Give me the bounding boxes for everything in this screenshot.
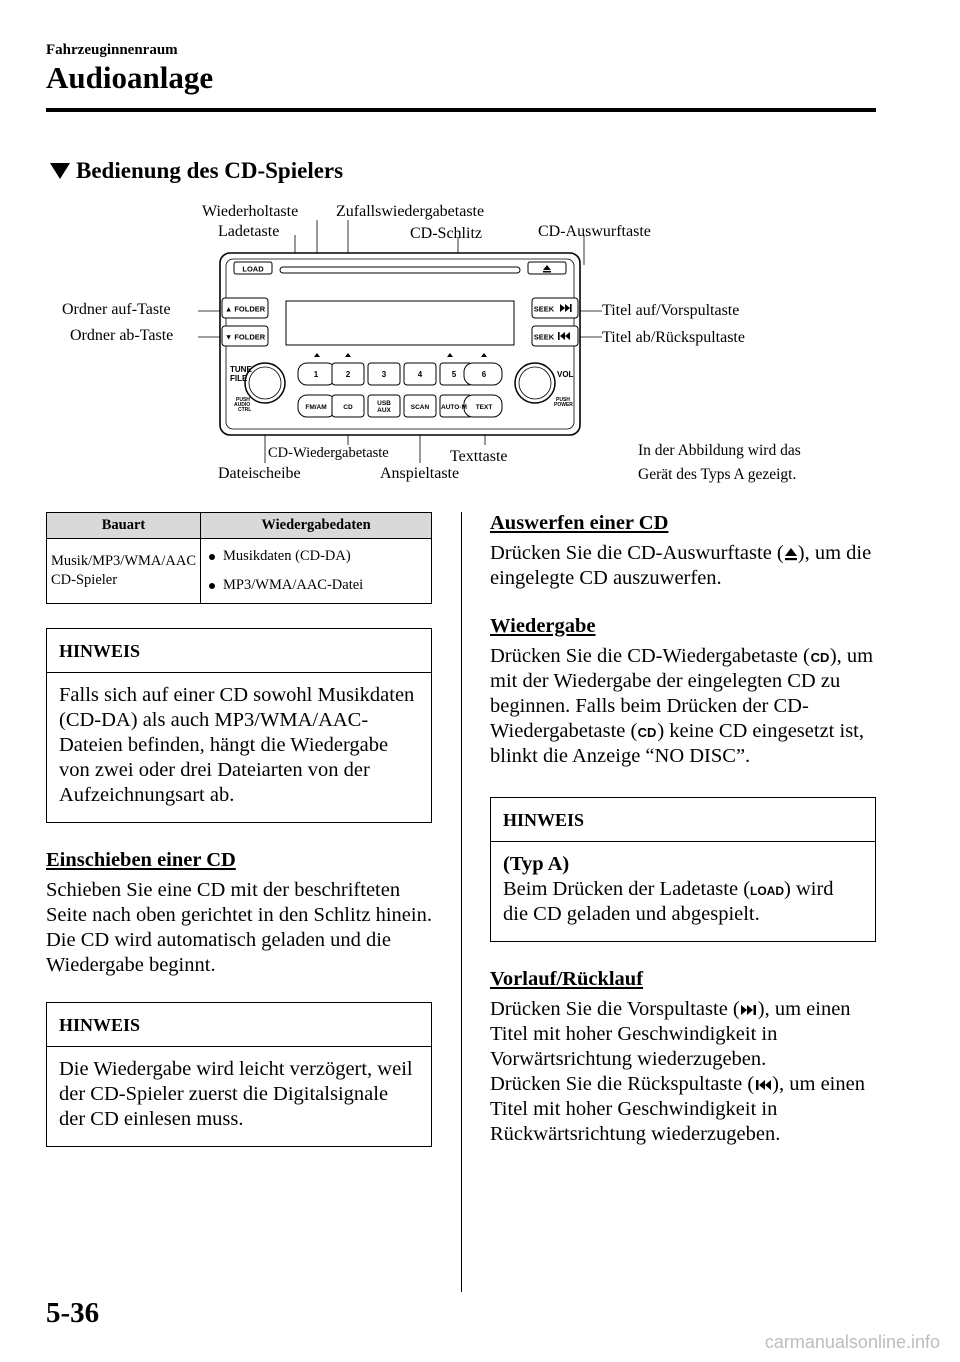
svg-text:3: 3: [381, 370, 387, 379]
note-body: Falls sich auf einer CD sowohl Musikdaten (CD-DA) als auch MP3/WMA/AAC-Dateien befinden, hängt die Wiedergabe von zwei oder drei Dateiarten von der Aufzeichnungsart ab.: [59, 684, 415, 806]
note-body: [491, 842, 875, 941]
figure-caption-line2: Gerät des Typs A gezeigt.: [638, 466, 797, 483]
note-body: Die Wiedergabe wird leicht verzögert, weil der CD-Spieler zuerst die Digitalsignale der CD einlesen muss.: [59, 1058, 413, 1130]
svg-text:FM/AM: FM/AM: [305, 404, 327, 411]
callout-text: Texttaste: [450, 448, 508, 465]
paragraph-einschieben: Schieben Sie eine CD mit der beschrifteten Seite nach oben gerichtet in den Schlitz hinein. Die CD wird automatisch geladen und die Wiedergabe beginnt.: [46, 879, 432, 976]
text-run: ) wird die CD geladen und abgespielt.: [503, 878, 834, 925]
list-item-text: Musikdaten (CD-DA): [223, 548, 351, 564]
callout-cd-auswurf: CD-Auswurftaste: [538, 223, 651, 240]
load-button-icon: [750, 883, 784, 897]
section-title-text: Bedienung des CD-Spielers: [76, 158, 344, 183]
table-header-bauart: Bauart: [47, 513, 201, 539]
svg-text:▲ FOLDER: ▲ FOLDER: [224, 304, 266, 314]
svg-text:4: 4: [417, 370, 423, 379]
list-item: [205, 547, 427, 566]
callout-wiederholtaste: Wiederholtaste: [202, 203, 299, 220]
paragraph-vorlauf: [490, 997, 876, 1147]
heading-einschieben: Einschieben einer CD: [46, 849, 236, 871]
page-number: 5-36: [46, 1297, 100, 1329]
figure-caption: [638, 439, 801, 487]
cd-button-icon: [637, 725, 657, 739]
table-cell-data: [201, 539, 432, 604]
cd-player-figure: [40, 195, 900, 495]
callout-ordner-ab: Ordner ab-Taste: [70, 327, 174, 344]
svg-text:PUSH: PUSH: [556, 397, 570, 403]
figure-caption-line1: In der Abbildung wird das: [638, 442, 801, 459]
svg-text:AUDIO: AUDIO: [234, 402, 251, 408]
callout-ladetaste: Ladetaste: [218, 223, 280, 240]
callout-zufall: Zufallswiedergabetaste: [336, 203, 485, 220]
callout-titel-ab: Titel ab/Rückspultaste: [602, 329, 745, 346]
column-divider: [461, 512, 462, 1292]
note-box-2: [46, 1002, 432, 1147]
table-header-wiedergabedaten: Wiedergabedaten: [201, 513, 432, 539]
paragraph-wiedergabe: [490, 644, 876, 769]
callout-titel-auf: Titel auf/Vorspultaste: [602, 302, 740, 319]
list-item-text: MP3/WMA/AAC-Datei: [223, 577, 364, 593]
paragraph-auswerfen: [490, 541, 876, 591]
heading-auswerfen: Auswerfen einer CD: [490, 512, 669, 534]
cd-button-icon: [810, 650, 830, 664]
rewind-icon: [754, 1078, 772, 1092]
callout-dateischeibe: Dateischeibe: [218, 465, 301, 482]
text-run: ) keine CD eingesetzt ist, blinkt die Anzeige “NO DISC”.: [490, 720, 864, 767]
svg-text:SEEK: SEEK: [533, 332, 555, 342]
chapter-label: Fahrzeuginnenraum: [46, 42, 178, 58]
text-run: Drücken Sie die CD-Wiedergabetaste (: [490, 645, 810, 667]
svg-text:6: 6: [481, 370, 487, 379]
note-box-3: [490, 797, 876, 942]
svg-text:CTRL: CTRL: [238, 407, 252, 413]
list-item: [205, 576, 427, 595]
triangle-bullet-icon: [50, 163, 70, 179]
text-run: Drücken Sie die Rückspultaste (: [490, 1073, 755, 1095]
callout-anspiel: Anspieltaste: [380, 465, 460, 482]
text-run: ), um die eingelegte CD auszuwerfen.: [490, 542, 872, 589]
table-header-row: [47, 513, 432, 539]
text-run: ), um mit der Wiedergabe der eingelegten CD zu beginnen. Falls beim Drücken der CD-Wiedergabetaste (: [490, 645, 874, 742]
fast-forward-icon: [740, 1003, 758, 1017]
callout-ordner-auf: Ordner auf-Taste: [62, 301, 171, 318]
callout-cd-schlitz: CD-Schlitz: [410, 225, 482, 242]
playback-data-table: [46, 512, 432, 604]
svg-text:LOAD: LOAD: [750, 884, 785, 897]
table-row: [47, 539, 432, 604]
text-run: ), um einen Titel mit hoher Geschwindigkeit in Vorwärtsrichtung wiederzugeben.: [490, 998, 851, 1070]
svg-text:CD: CD: [637, 725, 657, 739]
svg-text:2: 2: [345, 370, 351, 379]
eject-icon: [784, 547, 798, 561]
svg-text:▼ FOLDER: ▼ FOLDER: [224, 332, 266, 342]
svg-text:CD: CD: [343, 404, 353, 411]
table-cell-bauart: Musik/MP3/WMA/AAC CD-Spieler: [47, 539, 201, 604]
text-run: Drücken Sie die CD-Auswurftaste (: [490, 542, 784, 564]
bullet-icon: [209, 583, 215, 589]
note-title: HINWEIS: [47, 1003, 431, 1047]
svg-text:SEEK: SEEK: [533, 304, 555, 314]
svg-text:USB: USB: [377, 400, 391, 407]
svg-text:TUNE: TUNE: [230, 365, 252, 374]
svg-text:VOL: VOL: [557, 370, 574, 379]
heading-wiedergabe: Wiedergabe: [490, 615, 596, 637]
svg-text:AUX: AUX: [377, 407, 391, 414]
svg-text:SCAN: SCAN: [410, 404, 430, 411]
svg-text:FILE: FILE: [230, 374, 248, 383]
bullet-icon: [209, 554, 215, 560]
svg-text:AUTO·M: AUTO·M: [441, 404, 467, 411]
svg-text:1: 1: [313, 370, 319, 379]
text-run: Beim Drücken der Ladetaste (: [503, 878, 751, 900]
note-title: HINWEIS: [47, 629, 431, 673]
svg-text:5: 5: [451, 370, 457, 379]
unit-load-label: LOAD: [242, 264, 264, 274]
right-column: [490, 512, 876, 1147]
section-title: [50, 158, 343, 184]
page-title: Audioanlage: [46, 60, 214, 95]
header-rule: [46, 108, 876, 112]
svg-text:PUSH: PUSH: [236, 397, 250, 403]
text-run: Drücken Sie die Vorspultaste (: [490, 998, 740, 1020]
left-column: [46, 512, 432, 1147]
footer-watermark: carmanualsonline.info: [764, 1332, 940, 1352]
svg-text:TEXT: TEXT: [475, 404, 493, 411]
note-box-1: [46, 628, 432, 823]
svg-text:CD: CD: [810, 650, 830, 664]
svg-text:POWER: POWER: [554, 402, 573, 408]
heading-vorlauf: Vorlauf/Rücklauf: [490, 968, 644, 990]
callout-cd-wiedergabe: CD-Wiedergabetaste: [268, 445, 389, 461]
note-typ: (Typ A): [503, 853, 570, 875]
text-run: ), um einen Titel mit hoher Geschwindigkeit in Rückwärtsrichtung wiederzugeben.: [490, 1073, 865, 1145]
note-title: HINWEIS: [491, 798, 875, 842]
